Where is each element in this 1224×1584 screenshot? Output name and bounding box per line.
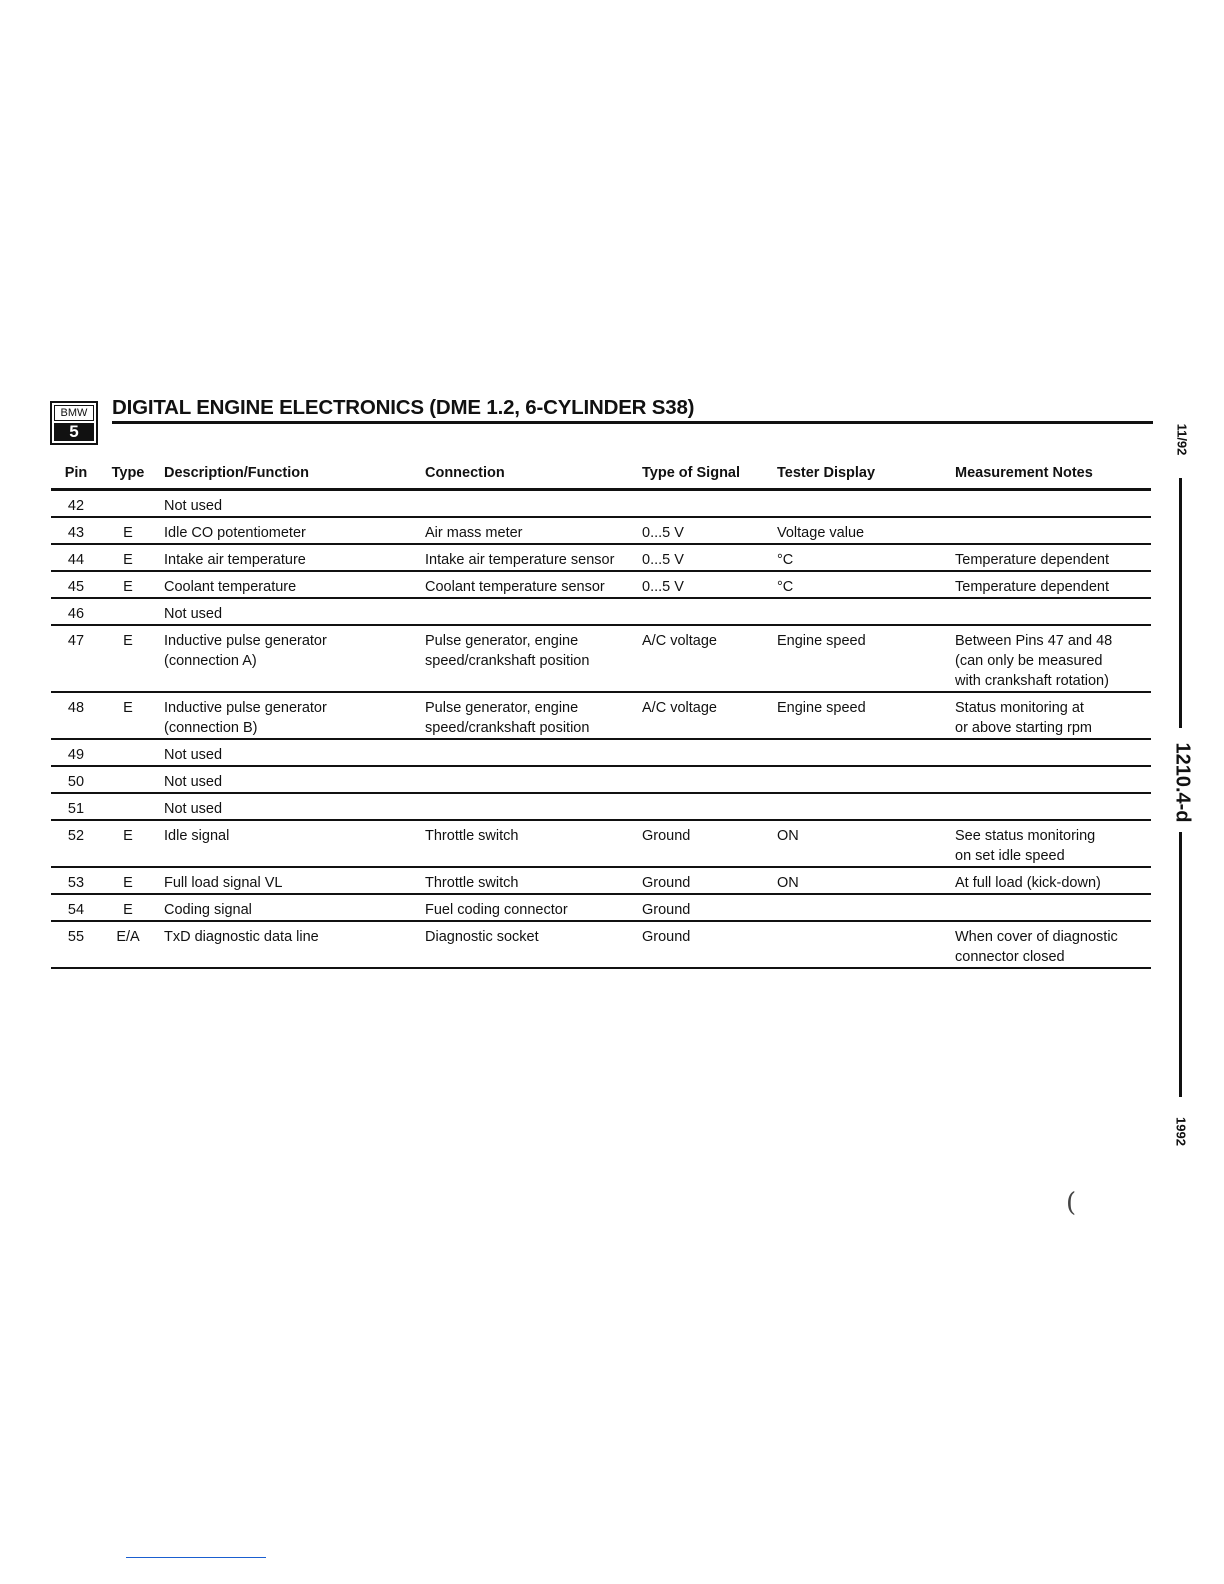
- cell-signal-type: 0...5 V: [642, 525, 684, 541]
- cell-type: E: [123, 875, 133, 891]
- cell-description-line: TxD diagnostic data line: [164, 929, 319, 945]
- cell-tester-display: °C: [777, 552, 794, 568]
- table-row: [51, 599, 1151, 626]
- cell-pin: 43: [67, 525, 85, 541]
- cell-measurement-notes: [955, 826, 1151, 866]
- cell-description: [164, 496, 414, 516]
- side-date: 11/92: [1174, 423, 1190, 456]
- cell-connection: [425, 873, 639, 893]
- cell-pin: 54: [67, 902, 85, 918]
- cell-description: [164, 826, 414, 846]
- cell-measurement-notes: [955, 631, 1151, 691]
- cell-tester-display: ON: [777, 875, 799, 891]
- cell-type: E: [123, 700, 133, 716]
- cell-description: [164, 550, 414, 570]
- cell-description: [164, 873, 414, 893]
- cell-tester-display: °C: [777, 579, 794, 595]
- cell-measurement-notes-line: Temperature dependent: [955, 579, 1109, 595]
- cell-signal-type: Ground: [642, 828, 691, 844]
- cell-type: E: [123, 633, 133, 649]
- cell-description-line: Not used: [164, 606, 223, 622]
- cell-description-line: Not used: [164, 801, 223, 817]
- cell-measurement-notes-line: (can only be measured: [955, 653, 1103, 669]
- cell-measurement-notes: [955, 698, 1151, 738]
- cell-connection-line: Diagnostic socket: [425, 929, 539, 945]
- cell-description-line: Full load signal VL: [164, 875, 283, 891]
- cell-description: [164, 698, 414, 738]
- header-type: Type: [111, 465, 145, 481]
- cell-pin: 51: [67, 801, 85, 817]
- cell-description-line: Inductive pulse generator: [164, 633, 327, 649]
- logo-series-number: 5: [54, 423, 94, 441]
- cell-signal-type: Ground: [642, 929, 691, 945]
- cell-connection: [425, 927, 639, 947]
- cell-description-line: Coolant temperature: [164, 579, 297, 595]
- table-row: [51, 572, 1151, 599]
- side-rule-lower: [1179, 832, 1182, 1097]
- cell-description-line: Not used: [164, 498, 223, 514]
- cell-type: E: [123, 902, 133, 918]
- cell-connection-line: Pulse generator, engine: [425, 633, 579, 649]
- table-body: [51, 491, 1151, 969]
- cell-measurement-notes-line: When cover of diagnostic: [955, 929, 1118, 945]
- cell-measurement-notes: [955, 873, 1151, 893]
- table-row: [51, 922, 1151, 969]
- header-measurement-notes: Measurement Notes: [955, 465, 1093, 481]
- cell-connection-line: Throttle switch: [425, 828, 519, 844]
- cell-pin: 42: [67, 498, 85, 514]
- cell-connection-line: Throttle switch: [425, 875, 519, 891]
- cell-pin: 47: [67, 633, 85, 649]
- cell-connection: [425, 698, 639, 738]
- table-header: [51, 462, 1151, 491]
- cell-description-line: Intake air temperature: [164, 552, 306, 568]
- cell-description-line: Coding signal: [164, 902, 252, 918]
- cell-connection: [425, 523, 639, 543]
- cell-pin: 44: [67, 552, 85, 568]
- cell-measurement-notes-line: Between Pins 47 and 48: [955, 633, 1113, 649]
- cell-description-line: Idle CO potentiometer: [164, 525, 306, 541]
- cell-type: E: [123, 552, 133, 568]
- title-rule: [112, 421, 1153, 424]
- cell-connection-line: speed/crankshaft position: [425, 653, 590, 669]
- cell-measurement-notes-line: At full load (kick-down): [955, 875, 1101, 891]
- cell-connection: [425, 631, 639, 671]
- cell-signal-type: 0...5 V: [642, 552, 684, 568]
- cell-connection-line: Pulse generator, engine: [425, 700, 579, 716]
- side-year: 1992: [1173, 1117, 1189, 1146]
- cell-pin: 52: [67, 828, 85, 844]
- cell-signal-type: A/C voltage: [642, 700, 717, 716]
- cell-connection-line: speed/crankshaft position: [425, 720, 590, 736]
- cell-description-line: Not used: [164, 747, 223, 763]
- cell-description: [164, 745, 414, 765]
- cell-description: [164, 799, 414, 819]
- cell-description: [164, 604, 414, 624]
- cell-pin: 46: [67, 606, 85, 622]
- cell-type: E: [123, 525, 133, 541]
- cell-connection: [425, 577, 639, 597]
- page-title: DIGITAL ENGINE ELECTRONICS (DME 1.2, 6-CYLINDER S38): [112, 396, 695, 419]
- table-row: [51, 821, 1151, 868]
- cell-type: E: [123, 579, 133, 595]
- side-document-code: 1210.4-d: [1171, 742, 1194, 823]
- cell-description: [164, 927, 414, 947]
- header-connection: Connection: [425, 465, 505, 481]
- cell-tester-display: Engine speed: [777, 700, 866, 716]
- cell-connection: [425, 826, 639, 846]
- cell-signal-type: 0...5 V: [642, 579, 684, 595]
- table-row: [51, 626, 1151, 693]
- cell-measurement-notes-line: Temperature dependent: [955, 552, 1109, 568]
- cell-tester-display: Engine speed: [777, 633, 866, 649]
- cell-description: [164, 900, 414, 920]
- bmw-5-logo: [50, 401, 98, 445]
- cell-connection: [425, 550, 639, 570]
- logo-bmw-text: BMW: [54, 405, 94, 421]
- cell-description-line: (connection B): [164, 720, 258, 736]
- cell-measurement-notes-line: Status monitoring at: [955, 700, 1084, 716]
- table-row: [51, 895, 1151, 922]
- cell-type: E: [123, 828, 133, 844]
- cell-connection: [425, 900, 639, 920]
- cell-connection-line: Intake air temperature sensor: [425, 552, 615, 568]
- cell-description-line: Not used: [164, 774, 223, 790]
- pin-table: [51, 462, 1151, 969]
- cell-signal-type: A/C voltage: [642, 633, 717, 649]
- cell-measurement-notes-line: with crankshaft rotation): [955, 673, 1109, 689]
- cell-measurement-notes-line: connector closed: [955, 949, 1065, 965]
- cell-tester-display: ON: [777, 828, 799, 844]
- cell-pin: 55: [67, 929, 85, 945]
- cell-signal-type: Ground: [642, 902, 691, 918]
- cell-connection-line: Fuel coding connector: [425, 902, 568, 918]
- table-row: [51, 767, 1151, 794]
- stray-paren-mark: (: [1066, 1188, 1077, 1218]
- cell-pin: 53: [67, 875, 85, 891]
- cell-connection-line: Coolant temperature sensor: [425, 579, 605, 595]
- header-tester-display: Tester Display: [777, 465, 876, 481]
- cell-measurement-notes: [955, 927, 1151, 967]
- side-rule-upper: [1179, 478, 1182, 728]
- cell-measurement-notes: [955, 550, 1151, 570]
- table-row: [51, 491, 1151, 518]
- cell-tester-display: Voltage value: [777, 525, 865, 541]
- cell-measurement-notes-line: See status monitoring: [955, 828, 1096, 844]
- cell-description: [164, 631, 414, 671]
- header-description: Description/Function: [164, 465, 309, 481]
- cell-pin: 48: [67, 700, 85, 716]
- cell-pin: 45: [67, 579, 85, 595]
- cell-description-line: (connection A): [164, 653, 257, 669]
- cell-connection-line: Air mass meter: [425, 525, 523, 541]
- cell-description: [164, 523, 414, 543]
- table-row: [51, 545, 1151, 572]
- cell-pin: 50: [67, 774, 85, 790]
- cell-description-line: Idle signal: [164, 828, 230, 844]
- table-row: [51, 868, 1151, 895]
- table-row: [51, 794, 1151, 821]
- cell-description: [164, 772, 414, 792]
- bottom-line: [126, 1557, 266, 1558]
- cell-signal-type: Ground: [642, 875, 691, 891]
- cell-measurement-notes-line: on set idle speed: [955, 848, 1065, 864]
- header-signal-type: Type of Signal: [642, 465, 741, 481]
- cell-measurement-notes: [955, 577, 1151, 597]
- cell-pin: 49: [67, 747, 85, 763]
- table-row: [51, 518, 1151, 545]
- table-row: [51, 693, 1151, 740]
- header-pin: Pin: [64, 465, 88, 481]
- cell-measurement-notes-line: or above starting rpm: [955, 720, 1093, 736]
- table-row: [51, 740, 1151, 767]
- cell-description-line: Inductive pulse generator: [164, 700, 327, 716]
- cell-description: [164, 577, 414, 597]
- cell-type: E/A: [116, 929, 140, 945]
